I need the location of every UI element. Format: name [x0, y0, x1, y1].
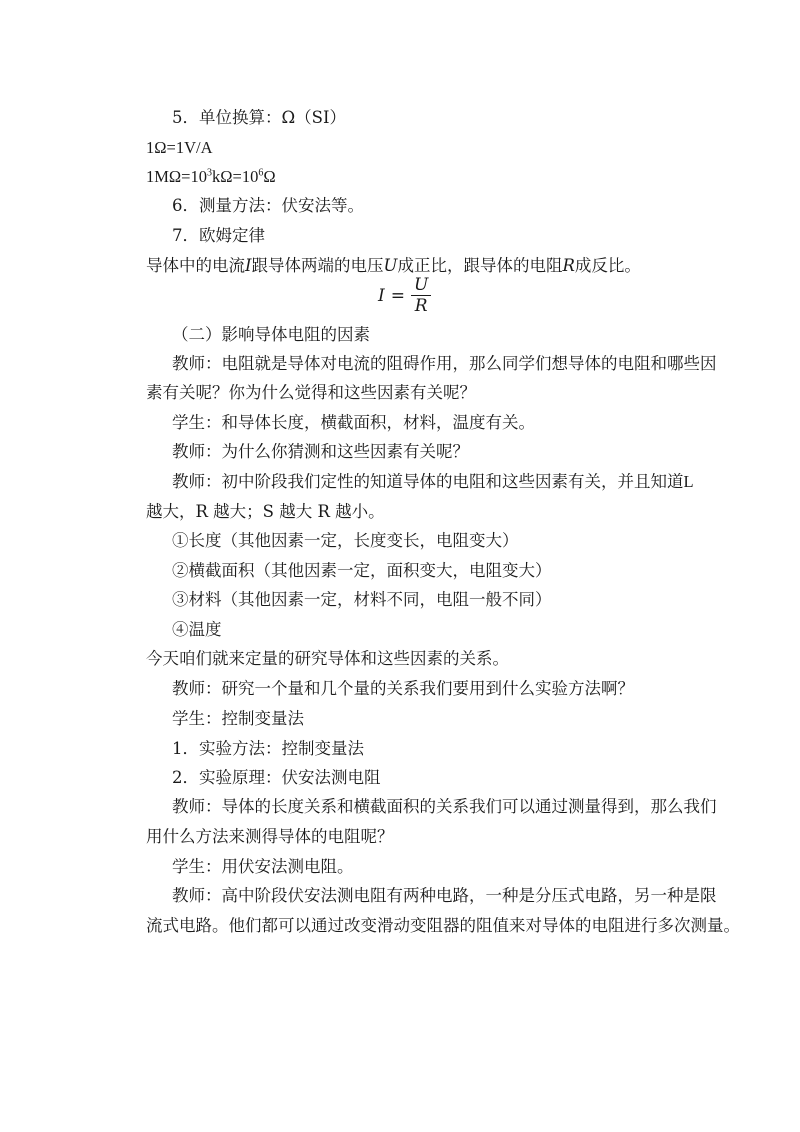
paragraph-line: 教师：导体的长度关系和横截面积的关系我们可以通过测量得到，那么我们 — [172, 797, 717, 816]
paragraph-line: 今天咱们就来定量的研究导体和这些因素的关系。 — [146, 649, 509, 668]
formula-numerator: U — [413, 275, 429, 295]
conversion-part: kΩ=10 — [212, 167, 259, 186]
factor-item-temperature: ④温度 — [172, 620, 222, 639]
symbol-voltage: U — [383, 256, 398, 275]
ohms-law-heading: 7．欧姆定律 — [172, 226, 265, 245]
text-run: 跟导体两端的电压 — [251, 256, 384, 275]
paragraph-line: 学生：用伏安法测电阻。 — [172, 857, 354, 876]
formula-lhs: I — [378, 285, 385, 306]
paragraph-line — [172, 472, 694, 492]
conversion-part: Ω — [263, 167, 276, 186]
ohms-law-formula — [378, 276, 431, 315]
factor-item-area: ②横截面积（其他因素一定，面积变大，电阻变大） — [172, 561, 552, 580]
formula-equals: = — [390, 285, 405, 306]
ohms-law-statement — [146, 256, 641, 276]
megaohm-conversion — [146, 167, 276, 187]
paragraph-line: 素有关呢？你为什么觉得和这些因素有关呢？ — [146, 383, 476, 402]
paragraph-line: 教师：研究一个量和几个量的关系我们要用到什么实验方法啊？ — [172, 679, 634, 698]
paragraph-line: 教师：电阻就是导体对电流的阻碍作用，那么同学们想导体的电阻和哪些因 — [172, 354, 717, 373]
text-run: 教师：初中阶段我们定性的知道导体的电阻和这些因素有关，并且知道 — [172, 472, 684, 491]
conversion-part: 1MΩ=10 — [146, 167, 207, 186]
experiment-method: 1．实验方法：控制变量法 — [172, 739, 364, 758]
exponent-6: 6 — [258, 167, 264, 179]
paragraph-line: 学生：控制变量法 — [172, 709, 304, 728]
paragraph-line: 教师：高中阶段伏安法测电阻有两种电路，一种是分压式电路，另一种是限 — [172, 886, 717, 905]
experiment-principle: 2．实验原理：伏安法测电阻 — [172, 768, 381, 787]
text-run: 成正比，跟导体的电阻 — [397, 256, 563, 275]
paragraph-line: 学生：和导体长度，横截面积，材料，温度有关。 — [172, 413, 535, 432]
ohm-definition: 1Ω=1V/A — [146, 138, 213, 157]
symbol-length: L — [683, 472, 694, 491]
factor-item-length: ①长度（其他因素一定，长度变长，电阻变大） — [172, 531, 519, 550]
unit-conversion-heading: 5．单位换算：Ω（SI） — [172, 108, 346, 127]
paragraph-line: 越大，R 越大；S 越大 R 越小。 — [146, 502, 385, 521]
section-heading: （二）影响导体电阻的因素 — [172, 325, 370, 344]
formula-denominator: R — [414, 296, 428, 316]
text-run: 成反比。 — [574, 256, 641, 275]
text-run: 导体中的电流 — [146, 256, 245, 275]
paragraph-line: 用什么方法来测得导体的电阻呢？ — [146, 827, 394, 846]
factor-item-material: ③材料（其他因素一定，材料不同，电阻一般不同） — [172, 590, 552, 609]
measurement-method: 6．测量方法：伏安法等。 — [172, 196, 364, 215]
exponent-3: 3 — [207, 167, 212, 179]
symbol-current: I — [245, 256, 252, 275]
symbol-resistance: R — [562, 256, 575, 275]
paragraph-line: 教师：为什么你猜测和这些因素有关呢？ — [172, 442, 469, 461]
formula-fraction — [411, 276, 431, 315]
paragraph-line: 流式电路。他们都可以通过改变滑动变阻器的阻值来对导体的电阻进行多次测量。 — [146, 916, 740, 935]
